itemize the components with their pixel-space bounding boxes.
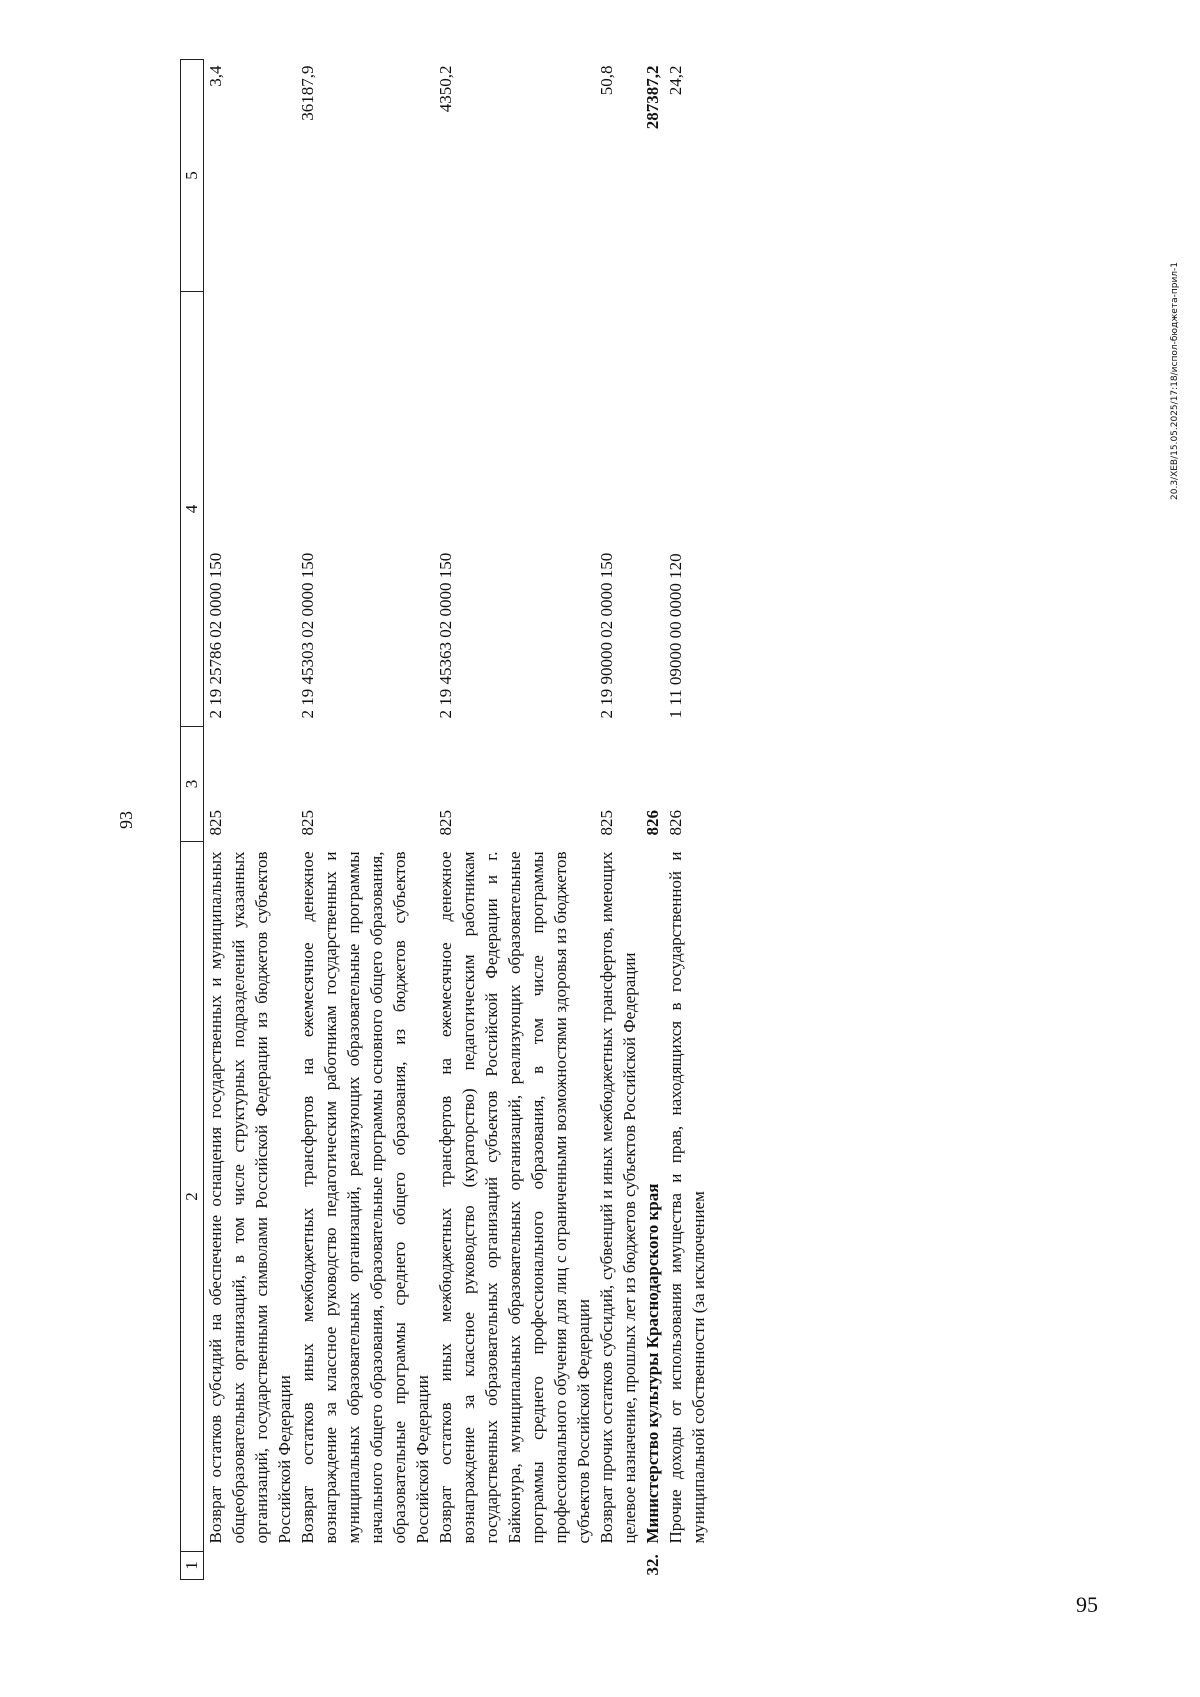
- row-admin-code: 825: [436, 810, 455, 836]
- row-name: Министерство культуры Краснодарского края: [643, 1183, 662, 1544]
- document-footer-code: 20.3/XEB/15.05.2025/17:18/испол-бюджета-прил-1: [1170, 261, 1180, 500]
- row-number: [664, 1552, 710, 1580]
- table-row: [296, 60, 434, 1580]
- row-name: Возврат остатков иных межбюджетных трансфертов на ежемесячное денежное вознаграждение за классное руководство педагогическим работникам государственных и муниципальных образовательных организаций, реализующих образовательные программы начального общего образования, образовательные программы основного общего образования, образовательные программы среднего общего образования, из бюджетов субъектов Российской Федерации: [298, 851, 432, 1544]
- row-amount: 50,8: [597, 65, 616, 96]
- table-row-ministry: [641, 60, 664, 1580]
- row-admin-code: 826: [666, 810, 685, 836]
- header-col-3: 3: [181, 727, 204, 842]
- row-number: [204, 1552, 297, 1580]
- table-row: [204, 60, 297, 1580]
- row-budget-code: 1 11 09000 00 0000 120: [666, 553, 685, 719]
- row-amount: 36187,9: [298, 65, 317, 121]
- row-admin-code: 825: [206, 810, 225, 836]
- header-col-2: 2: [181, 842, 204, 1552]
- page-number-top: 93: [116, 811, 136, 829]
- row-number: 32.: [643, 1554, 662, 1576]
- row-amount: 24,2: [666, 65, 685, 96]
- table-row: [595, 60, 641, 1580]
- row-admin-code: 825: [298, 810, 317, 836]
- row-number: [434, 1552, 595, 1580]
- row-name: Возврат прочих остатков субсидий, субвенций и иных межбюджетных трансфертов, имеющих целевое назначение, прошлых лет из бюджетов субъектов Российской Федерации: [597, 851, 639, 1544]
- row-budget-code: 2 19 25786 02 0000 150: [206, 552, 225, 719]
- row-amount: 287387,2: [643, 65, 662, 130]
- row-admin-code: 826: [643, 810, 662, 836]
- row-name: Возврат остатков субсидий на обеспечение оснащения государственных и муниципальных общеобразовательных организаций, в том числе структурных подразделений указанных организаций, государственными символами Российской Федерации из бюджетов субъектов Российской Федерации: [206, 851, 294, 1544]
- row-budget-code: 2 19 45303 02 0000 150: [298, 552, 317, 719]
- header-col-5: 5: [181, 60, 204, 292]
- header-row: [181, 60, 204, 1580]
- row-number: [595, 1552, 641, 1580]
- rotated-page: [116, 60, 1180, 1580]
- row-budget-code: [641, 292, 664, 727]
- page-number-bottom: 95: [1076, 1592, 1098, 1617]
- header-col-1: 1: [181, 1552, 204, 1580]
- header-col-4: 4: [181, 292, 204, 727]
- row-budget-code: 2 19 45363 02 0000 150: [436, 552, 455, 719]
- row-amount: 4350,2: [436, 65, 455, 113]
- table-row: [664, 60, 710, 1580]
- table-row: [434, 60, 595, 1580]
- row-admin-code: 825: [597, 810, 616, 836]
- row-name: Прочие доходы от использования имущества и прав, находящихся в государственной и муниципальной собственности (за исключением: [666, 851, 708, 1544]
- row-number: [296, 1552, 434, 1580]
- row-amount: 3,4: [206, 65, 225, 87]
- row-name: Возврат остатков иных межбюджетных трансфертов на ежемесячное денежное вознаграждение за классное руководство (кураторство) педагогическим работникам государственных образовательных организаций субъектов Российской Федерации и г. Байконура, муниципальных образовательных организаций, реализующих образовательные программы среднего профессионального образования, в том числе программы профессионального обучения для лиц с ограниченными возможностями здоровья из бюджетов субъектов Российской Федерации: [436, 851, 593, 1544]
- row-budget-code: 2 19 90000 02 0000 150: [597, 552, 616, 719]
- revenue-table: [180, 59, 710, 1580]
